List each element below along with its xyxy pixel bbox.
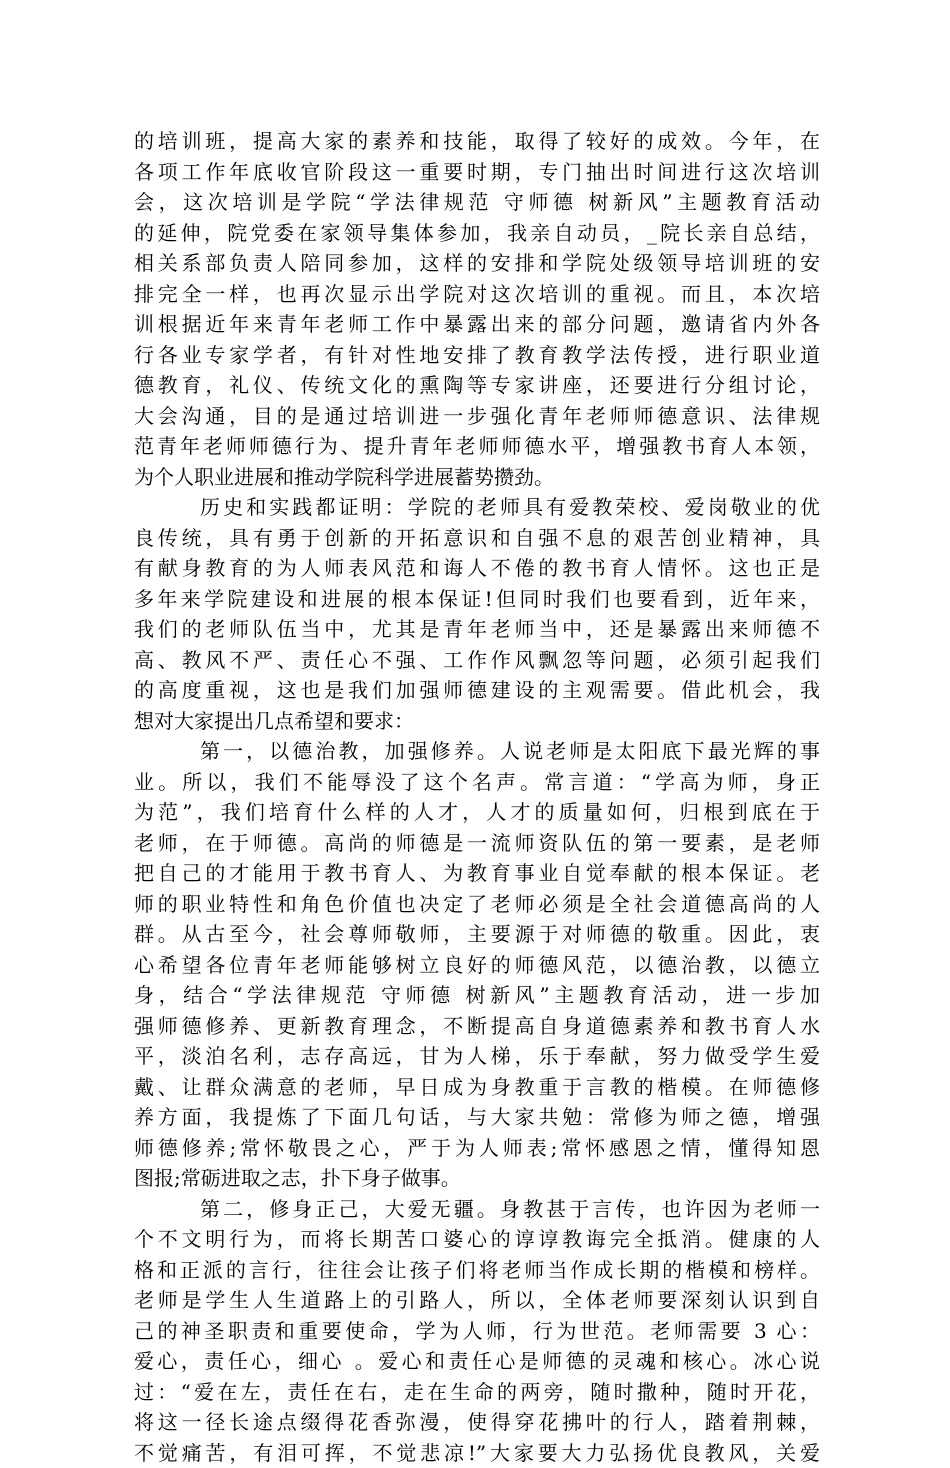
text-line: 多年来学院建设和进展的根本保证!但同时我们也要看到，近年来， xyxy=(134,584,820,615)
text-line: 个不文明行为，而将长期苦口婆心的谆谆教诲完全抵消。健康的人 xyxy=(134,1224,820,1255)
text-line: 有献身教育的为人师表风范和诲人不倦的教书育人情怀。这也正是 xyxy=(134,553,820,584)
text-line: 高、教风不严、责任心不强、工作作风飘忽等问题，必须引起我们 xyxy=(134,645,820,676)
text-line: 的延伸，院党委在家领导集体参加，我亲自动员，_院长亲自总结， xyxy=(134,218,820,249)
text-line: 训根据近年来青年老师工作中暴露出来的部分问题，邀请省内外各 xyxy=(134,309,820,340)
text-line: 老师是学生人生道路上的引路人，所以，全体老师要深刻认识到自 xyxy=(134,1285,820,1316)
text-line: 老师，在于师德。高尚的师德是一流师资队伍的第一要素，是老师 xyxy=(134,828,820,859)
text-line: 良传统，具有勇于创新的开拓意识和自强不息的艰苦创业精神，具 xyxy=(134,523,820,554)
text-line: 范青年老师师德行为、提升青年老师师德水平，增强教书育人本领， xyxy=(134,431,820,462)
text-line: 的高度重视，这也是我们加强师德建设的主观需要。借此机会，我 xyxy=(134,675,820,706)
text-line: 爱心，责任心，细心 。爱心和责任心是师德的灵魂和核心。冰心说 xyxy=(134,1346,820,1377)
text-line: 大会沟通，目的是通过培训进一步强化青年老师师德意识、法律规 xyxy=(134,401,820,432)
text-line: 会，这次培训是学院“学法律规范 守师德 树新风”主题教育活动 xyxy=(134,187,820,218)
text-line: 德教育，礼仪、传统文化的熏陶等专家讲座，还要进行分组讨论， xyxy=(134,370,820,401)
text-line: 图报;常砺进取之志，扑下身子做事。 xyxy=(134,1163,820,1194)
text-line: 各项工作年底收官阶段这一重要时期，专门抽出时间进行这次培训 xyxy=(134,157,820,188)
paragraph-first-line: 历史和实践都证明：学院的老师具有爱教荣校、爱岗敬业的优 xyxy=(134,492,820,523)
text-line: 不觉痛苦，有泪可挥，不觉悲凉!”大家要大力弘扬优良教风，关爱 xyxy=(134,1438,820,1468)
text-line: 将这一径长途点缀得花香弥漫，使得穿花拂叶的行人，踏着荆棘， xyxy=(134,1407,820,1438)
text-line: 心希望各位青年老师能够树立良好的师德风范，以德治教，以德立 xyxy=(134,950,820,981)
text-line: 过：“爱在左，责任在右，走在生命的两旁，随时撒种，随时开花， xyxy=(134,1377,820,1408)
text-line: 想对大家提出几点希望和要求： xyxy=(134,706,820,737)
text-line: 群。从古至今，社会尊师敬师，主要源于对师德的敬重。因此，衷 xyxy=(134,919,820,950)
text-line: 把自己的才能用于教书育人、为教育事业自觉奉献的根本保证。老 xyxy=(134,858,820,889)
text-line: 身，结合“学法律规范 守师德 树新风”主题教育活动，进一步加 xyxy=(134,980,820,1011)
text-line: 戴、让群众满意的老师，早日成为身教重于言教的楷模。在师德修 xyxy=(134,1072,820,1103)
text-line: 师的职业特性和角色价值也决定了老师必须是全社会道德高尚的人 xyxy=(134,889,820,920)
text-line: 师德修养;常怀敬畏之心，严于为人师表;常怀感恩之情，懂得知恩 xyxy=(134,1133,820,1164)
text-line: 养方面，我提炼了下面几句话，与大家共勉：常修为师之德，增强 xyxy=(134,1102,820,1133)
text-line: 己的神圣职责和重要使命，学为人师，行为世范。老师需要 3 心： xyxy=(134,1316,820,1347)
text-line: 相关系部负责人陪同参加，这样的安排和学院处级领导培训班的安 xyxy=(134,248,820,279)
text-line: 排完全一样，也再次显示出学院对这次培训的重视。而且，本次培 xyxy=(134,279,820,310)
body-text xyxy=(134,126,820,1468)
paragraph-first-line: 第二，修身正己，大爱无疆。身教甚于言传，也许因为老师一 xyxy=(134,1194,820,1225)
paragraph-first-line: 第一，以德治教，加强修养。人说老师是太阳底下最光辉的事 xyxy=(134,736,820,767)
text-line: 为个人职业进展和推动学院科学进展蓄势攒劲。 xyxy=(134,462,820,493)
text-line: 平，淡泊名利，志存高远，甘为人梯，乐于奉献，努力做受学生爱 xyxy=(134,1041,820,1072)
text-line: 业。所以，我们不能辱没了这个名声。常言道：“学高为师，身正 xyxy=(134,767,820,798)
text-line: 行各业专家学者，有针对性地安排了教育教学法传授，进行职业道 xyxy=(134,340,820,371)
text-line: 的培训班，提高大家的素养和技能，取得了较好的成效。今年，在 xyxy=(134,126,820,157)
text-line: 为范”，我们培育什么样的人才，人才的质量如何，归根到底在于 xyxy=(134,797,820,828)
text-line: 我们的老师队伍当中，尤其是青年老师当中，还是暴露出来师德不 xyxy=(134,614,820,645)
text-line: 格和正派的言行，往往会让孩子们将老师当作成长期的楷模和榜样。 xyxy=(134,1255,820,1286)
text-line: 强师德修养、更新教育理念，不断提高自身道德素养和教书育人水 xyxy=(134,1011,820,1042)
